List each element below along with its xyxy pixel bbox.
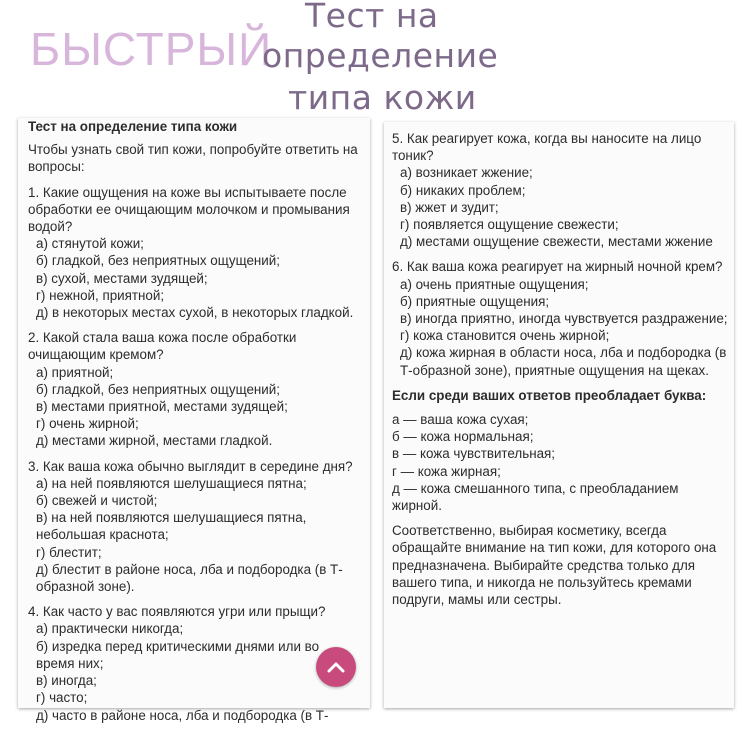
question-text: 1. Какие ощущения на коже вы испытываете после обработки ее очищающим молочком и промывания водой? <box>28 184 350 235</box>
answer-option: б) изредка перед критическими днями или во время них; <box>36 638 320 671</box>
answer-option: д) кожа жирная в области носа, лба и подбородка (в Т-образной зоне), приятные ощущения на щеках. <box>400 345 727 378</box>
scroll-up-button[interactable] <box>316 647 356 687</box>
question-text: 6. Как ваша кожа реагирует на жирный ночной крем? <box>392 259 723 275</box>
chevron-up-icon <box>327 661 345 673</box>
question-text: 5. Как реагирует кожа, когда вы наносите на лицо тоник? <box>392 131 702 164</box>
answer-option: д) местами жирной, местами гладкой. <box>36 433 273 449</box>
question-block-2 <box>28 329 360 449</box>
answer-option: б) гладкой, без неприятных ощущений; <box>36 253 280 269</box>
answer-option: б) приятные ощущения; <box>400 293 550 309</box>
answer-option: в) местами приятной, местами зудящей; <box>36 399 288 415</box>
answer-option: д) в некоторых местах сухой, в некоторых гладкой. <box>36 305 354 321</box>
left-page <box>18 118 370 723</box>
header-word-fast: БЫСТРЫЙ <box>30 23 273 75</box>
result-item: д — кожа смешанного типа, с преобладанием жирной. <box>392 480 679 514</box>
question-text: 4. Как часто у вас появляются угри или прыщи? <box>28 604 326 620</box>
answer-option: г) кожа становится очень жирной; <box>400 328 610 344</box>
question-block-6 <box>392 258 730 378</box>
result-item: в — кожа чувствительная; <box>392 446 556 462</box>
answer-option: в) иногда приятно, иногда чувствуется раздражение; <box>400 311 728 327</box>
answer-option: г) нежной, приятной; <box>36 287 165 303</box>
result-item: а — ваша кожа сухая; <box>392 412 529 428</box>
conclusion-text: Соответственно, выбирая косметику, всегда обращайте внимание на тип кожи, для которого она предназначена. Выбирайте средства только для вашего типа, и никогда не пользуйтесь кремами подруги, мамы или сестры. <box>392 523 717 608</box>
answer-option: а) стянутой кожи; <box>36 236 144 252</box>
answer-option: а) очень приятные ощущения; <box>400 276 589 292</box>
question-block-1 <box>28 184 360 322</box>
answer-option: а) возникает жжение; <box>400 165 533 181</box>
intro-text: Чтобы узнать свой тип кожи, попробуйте ответить на вопросы: <box>28 142 358 175</box>
answer-option: в) иногда; <box>36 673 97 689</box>
question-text: 2. Какой стала ваша кожа после обработки очищающим кремом? <box>28 330 297 363</box>
answer-option: а) на ней появляются шелушащиеся пятна; <box>36 475 307 491</box>
answer-option: д) местами ощущение свежести, местами жжение <box>400 234 713 250</box>
answer-option: д) часто в районе носа, лба и подбородка (в Т- <box>36 707 329 723</box>
result-heading: Если среди ваших ответов преобладает буква: <box>392 387 707 403</box>
answer-option: в) сухой, местами зудящей; <box>36 270 208 286</box>
answer-option: в) на ней появляются шелушащиеся пятна, небольшая краснота; <box>36 510 307 543</box>
answer-option: д) блестит в районе носа, лба и подбородка (в Т-образной зоне). <box>36 561 343 595</box>
question-block-5 <box>392 130 730 250</box>
answer-option: в) жжет и зудит; <box>400 199 499 215</box>
result-item: б — кожа нормальная; <box>392 429 534 445</box>
question-block-3 <box>28 458 360 596</box>
result-item: г — кожа жирная; <box>392 463 501 479</box>
answer-option: г) появляется ощущение свежести; <box>400 217 619 233</box>
header-line-3: типа кожи <box>288 78 477 117</box>
answer-option: г) блестит; <box>36 544 102 560</box>
answer-option: б) никаких проблем; <box>400 182 526 198</box>
answer-option: б) гладкой, без неприятных ощущений; <box>36 381 280 397</box>
answer-option: г) очень жирной; <box>36 416 139 432</box>
results-list <box>392 411 730 514</box>
header-line-1: Тест на <box>305 0 439 35</box>
question-text: 3. Как ваша кожа обычно выглядит в середине дня? <box>28 458 353 474</box>
answer-option: а) практически никогда; <box>36 621 184 637</box>
answer-option: б) свежей и чистой; <box>36 493 158 509</box>
right-page <box>384 122 734 708</box>
document-title: Тест на определение типа кожи <box>28 119 238 134</box>
answer-option: а) приятной; <box>36 364 114 380</box>
header-line-2: определение <box>262 36 499 75</box>
question-block-4 <box>28 603 360 723</box>
answer-option: г) часто; <box>36 690 88 706</box>
